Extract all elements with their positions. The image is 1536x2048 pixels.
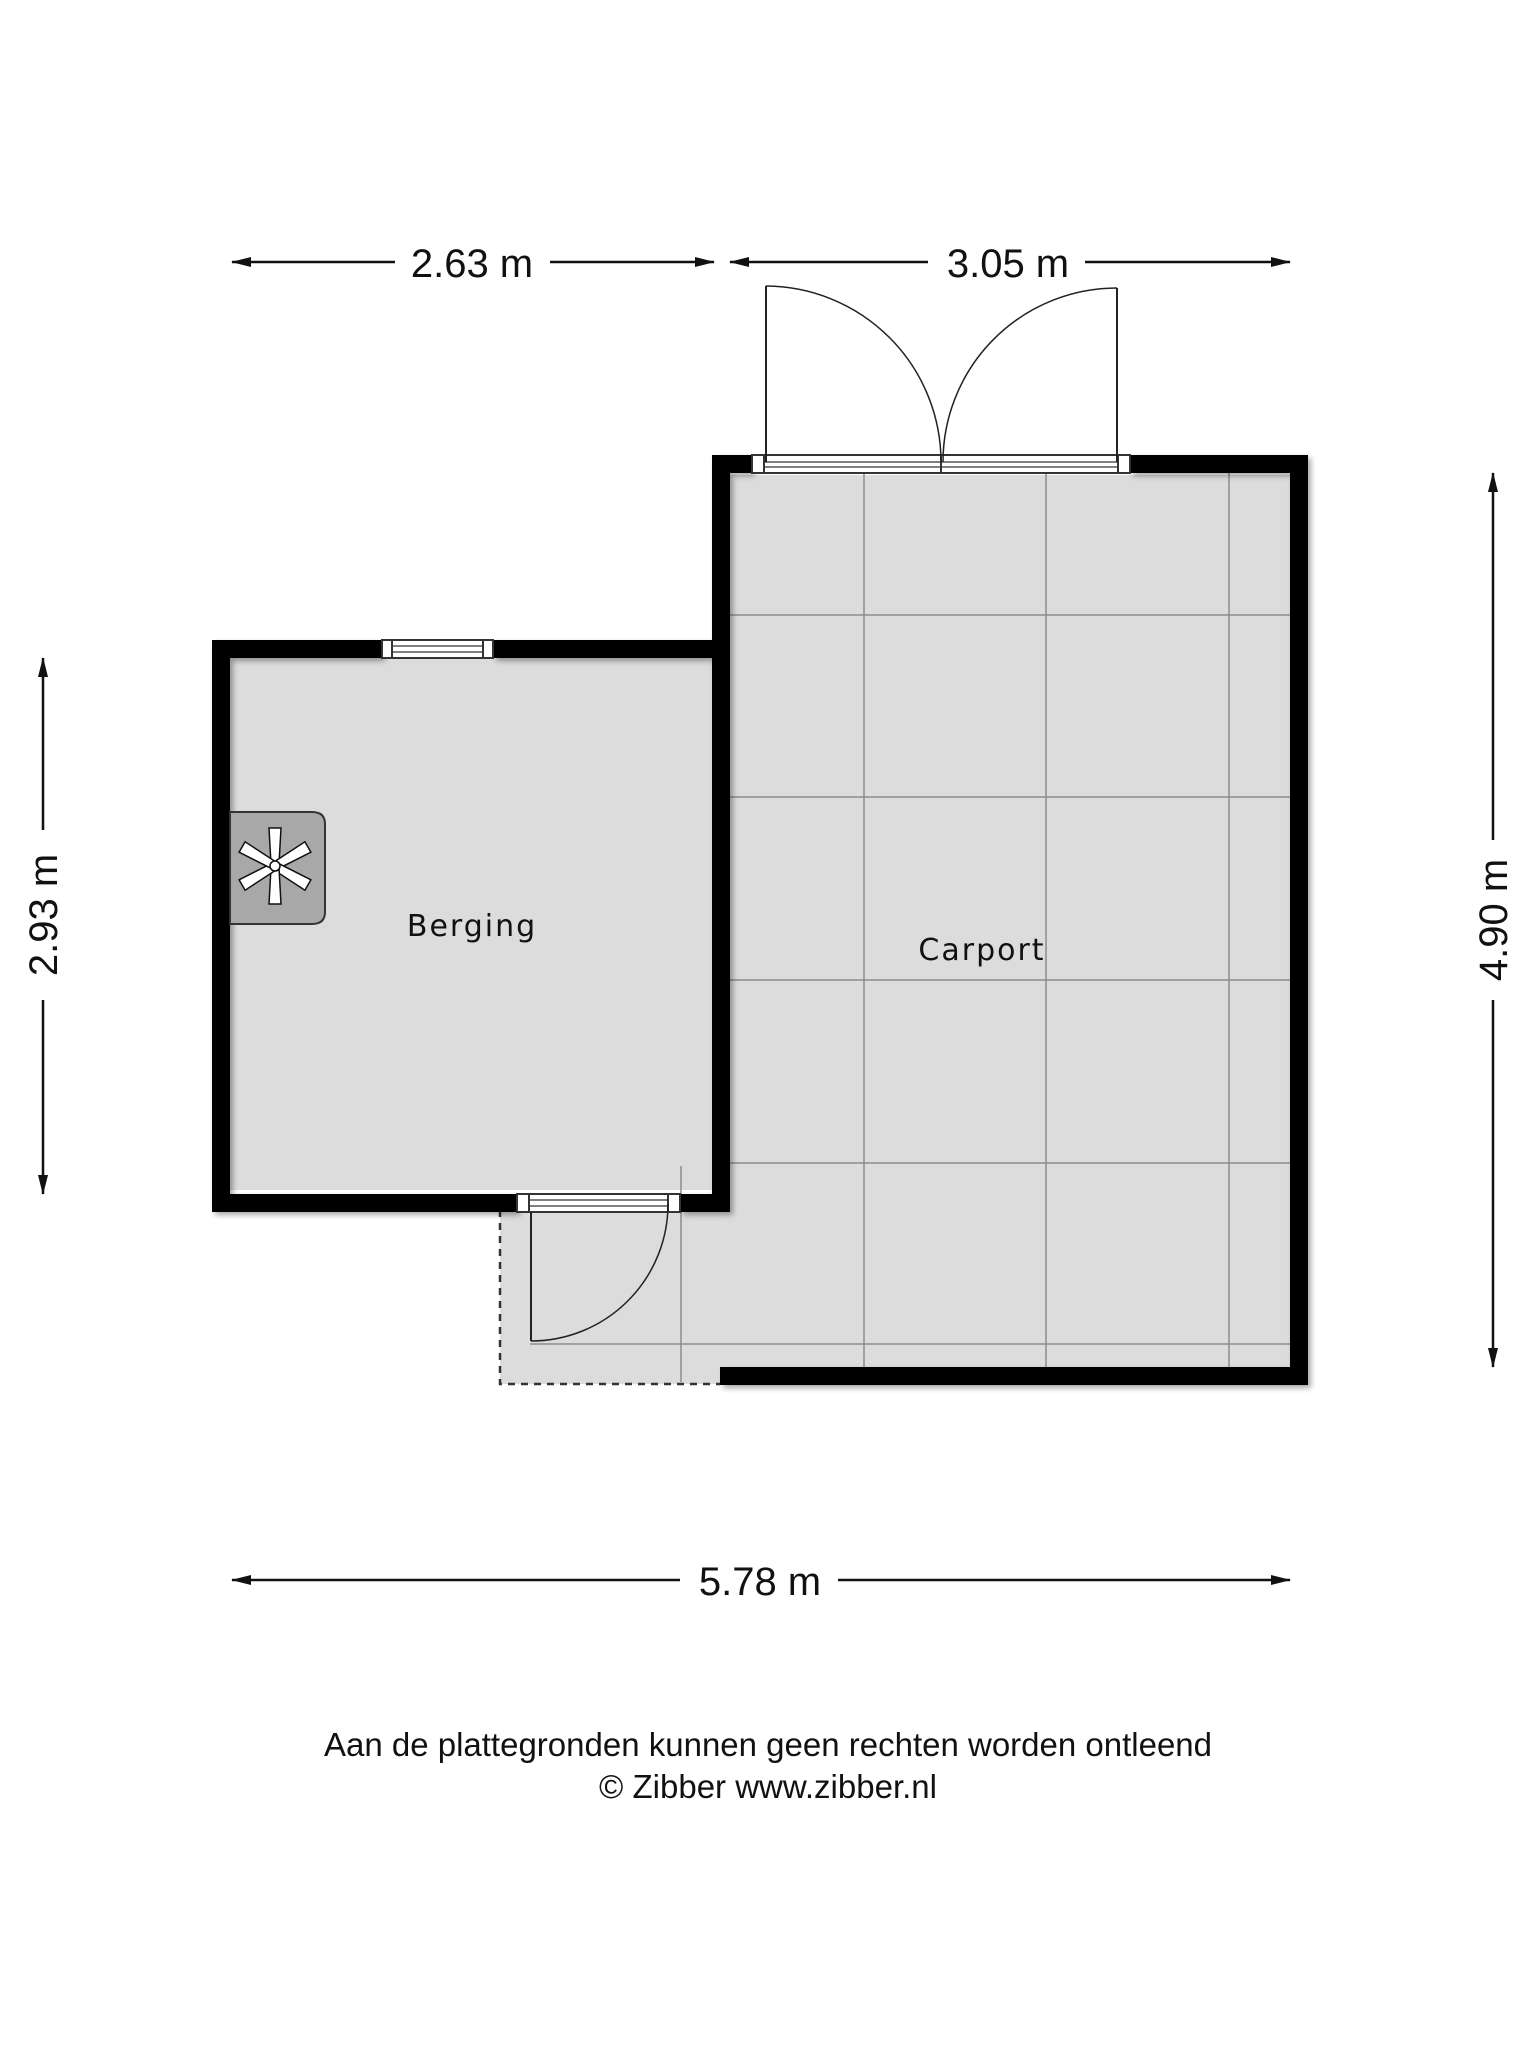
berging-wall-bottom-left [212,1194,517,1212]
door-swing-left [766,286,941,462]
fan-unit-icon [230,812,325,924]
berging-wall-top-right [493,640,718,658]
carport-entry-floor [500,1202,730,1384]
berging-window [382,640,493,658]
carport-wall-top-left [712,455,752,473]
dimension-label-top-right: 3.05 m [946,242,1070,286]
dimension-label-bottom: 5.78 m [698,1560,822,1604]
carport-double-door [752,286,1130,473]
dimension-label-left: 2.93 m [22,853,66,977]
berging-wall-left [212,640,230,1212]
middle-wall [712,455,730,1212]
dimension-label-right: 4.90 m [1472,858,1516,982]
carport-wall-top-right [1130,455,1308,473]
carport-floor [730,475,1290,1368]
door-swing-right [943,288,1117,462]
disclaimer-text: Aan de plattegronden kunnen geen rechten worden ontleend [323,1726,1213,1763]
room-label-carport: Carport [918,933,1046,968]
carport-wall-right [1290,455,1308,1385]
floor-areas [225,475,1290,1384]
berging-wall-top-left [212,640,382,658]
carport-wall-bottom [720,1367,1308,1385]
room-label-berging: Berging [406,909,538,944]
dimension-label-top-left: 2.63 m [410,242,534,286]
copyright-text: © Zibber www.zibber.nl [599,1768,937,1805]
